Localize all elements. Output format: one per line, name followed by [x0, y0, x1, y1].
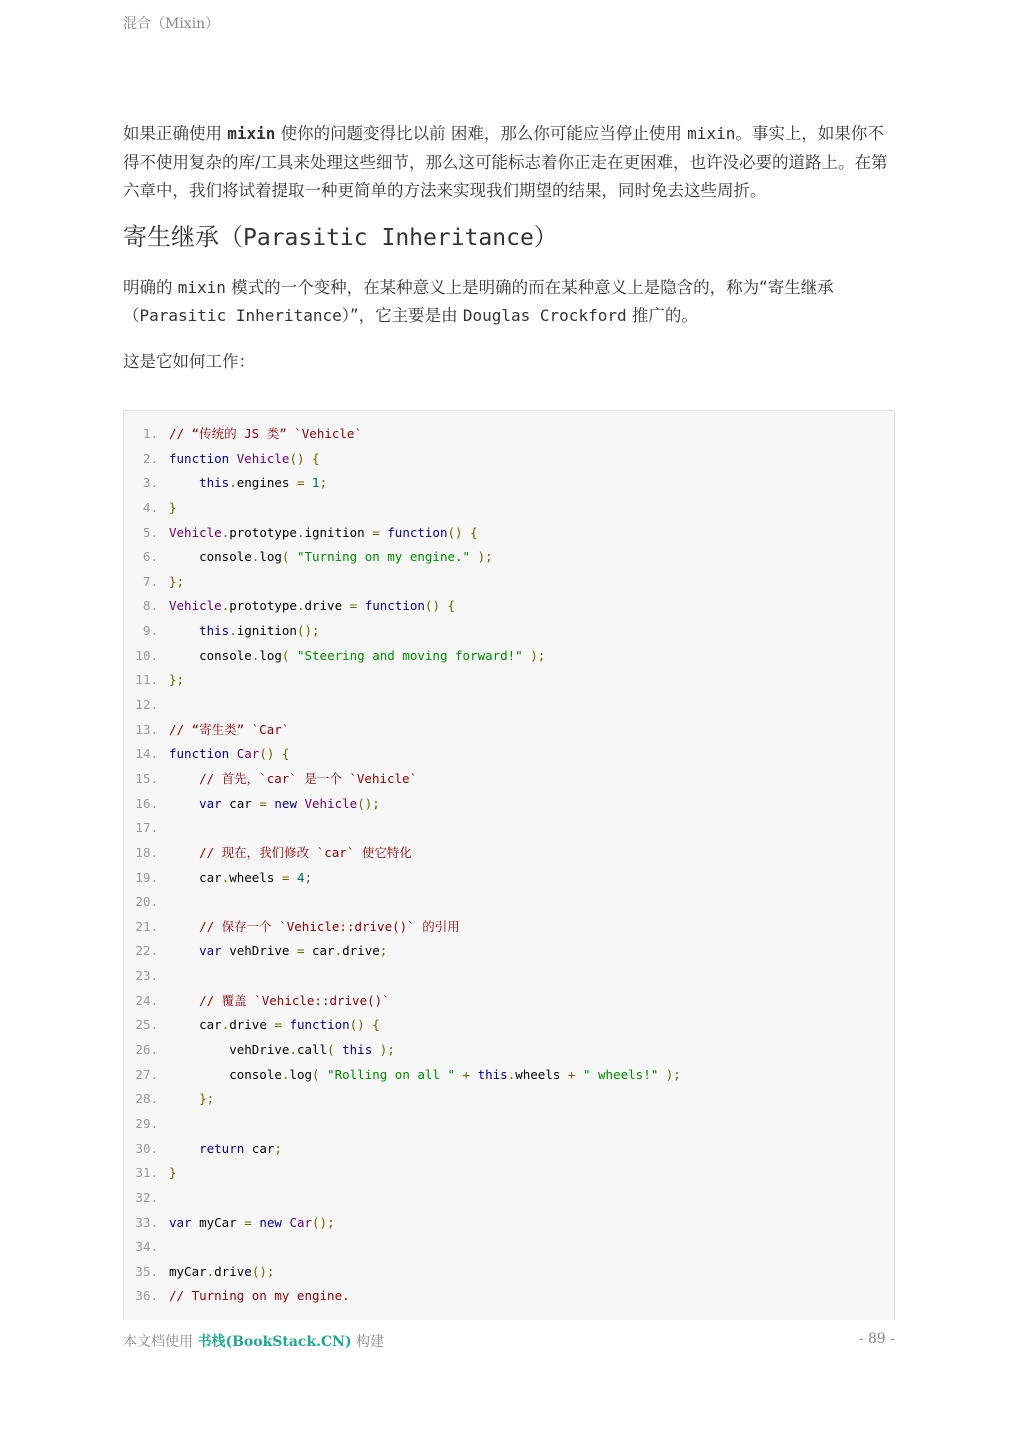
code-token: . [221, 1017, 230, 1033]
code-line [124, 471, 894, 496]
code-token: . [221, 524, 230, 540]
code-token [305, 451, 313, 466]
code-token: () [424, 598, 440, 614]
code-token [169, 1141, 199, 1156]
code-token [658, 1067, 666, 1082]
code-line [124, 1161, 894, 1186]
line-number: 11. [135, 672, 158, 688]
code-token: // “寄生类” `Car` [169, 721, 290, 737]
code-token: // 覆盖 `Vehicle::drive()` [199, 992, 390, 1008]
code-token: = [296, 475, 305, 491]
code-token: car [304, 943, 335, 959]
code-token: console [169, 549, 252, 565]
code-line [124, 570, 894, 595]
code-token: () [349, 1017, 365, 1033]
line-number: 10. [135, 647, 158, 663]
code-token: function [169, 746, 230, 762]
code-token: ( [312, 1066, 320, 1082]
code-line [124, 619, 894, 644]
code-line [124, 1112, 894, 1137]
code-token: function [364, 598, 425, 614]
code-token: this [199, 623, 230, 639]
code-token: (); [312, 1214, 335, 1230]
line-number: 24. [135, 992, 158, 1008]
code-token [169, 771, 199, 786]
code-token: ; [319, 475, 328, 491]
code-token: . [251, 549, 260, 565]
code-token: Vehicle [304, 795, 358, 811]
paragraph-intro: 如果正确使用 mixin 使你的问题变得比以前 困难，那么你可能应当停止使用 mixin。事实上，如果你不得不使用复杂的库/工具来处理这些细节，那么这可能标志着你正走在更困难，也许没必要的道路上。在第六章中，我们将试着提取一种更简单的方法来实现我们期望的结果，同时免去这些周折。 [123, 124, 888, 200]
line-number: 23. [135, 968, 158, 984]
code-token: ); [665, 1066, 681, 1082]
code-token: { [470, 524, 478, 540]
code-token: " wheels!" [582, 1066, 659, 1082]
line-number: 20. [135, 894, 158, 910]
code-token: new [274, 795, 297, 811]
code-token: prototype [229, 524, 297, 540]
footer-credit: 本文档使用 书栈(BookStack.CN) 构建 [123, 1334, 385, 1350]
code-token [229, 451, 237, 466]
code-token: }; [199, 1091, 215, 1107]
code-token: // 首先，`car` 是一个 `Vehicle` [199, 770, 418, 786]
code-token [372, 1042, 380, 1057]
code-token: (); [296, 623, 320, 639]
code-token: ( [327, 1042, 335, 1058]
line-number: 36. [135, 1288, 158, 1304]
code-token: Vehicle [236, 450, 290, 466]
code-token: Car [289, 1214, 313, 1230]
code-token [320, 1067, 328, 1082]
code-token: . [251, 647, 260, 663]
code-token [357, 598, 365, 613]
code-token [169, 796, 199, 811]
code-token: myCar [191, 1214, 245, 1230]
line-number: 19. [135, 869, 158, 885]
code-token: console [169, 647, 252, 663]
code-token: . [289, 1042, 297, 1058]
line-number: 13. [135, 721, 158, 737]
code-token: = [244, 1214, 252, 1230]
code-token: myCar [169, 1263, 207, 1279]
code-token: . [281, 1066, 290, 1082]
code-token: . [206, 1263, 215, 1279]
code-token: vehDrive [169, 1042, 290, 1058]
code-token: . [334, 943, 343, 959]
code-token: 1 [312, 475, 320, 491]
line-number: 32. [135, 1189, 158, 1205]
code-line [124, 1087, 894, 1112]
code-token [169, 623, 199, 638]
code-token: . [507, 1066, 516, 1082]
code-token: ignition [236, 623, 297, 639]
code-token: Car [236, 746, 260, 762]
code-token [169, 993, 199, 1008]
code-line [124, 816, 894, 841]
line-number: 4. [142, 499, 158, 515]
code-token: . [296, 598, 305, 614]
code-token: { [447, 598, 456, 614]
code-token: { [372, 1017, 380, 1033]
code-token: () [447, 524, 463, 540]
code-token: "Turning on my engine." [296, 549, 471, 565]
code-token: "Steering and moving forward!" [296, 647, 523, 663]
code-token: vehDrive [221, 943, 297, 959]
code-token: . [221, 869, 230, 885]
code-token: () [259, 746, 275, 762]
line-number: 3. [142, 475, 158, 491]
code-token: call [296, 1042, 328, 1058]
code-line [124, 1211, 894, 1236]
code-token: car [221, 795, 260, 811]
code-token [169, 475, 199, 490]
code-token: function [169, 450, 230, 466]
code-token: } [169, 1165, 177, 1181]
line-number: 30. [135, 1140, 158, 1156]
code-token: + [462, 1066, 471, 1082]
code-line [124, 718, 894, 743]
code-token: . [229, 475, 237, 491]
code-token [297, 796, 305, 811]
code-token [229, 746, 237, 761]
code-token: Vehicle [169, 598, 222, 614]
section-heading: 寄生继承（Parasitic Inheritance） [123, 222, 558, 251]
code-token: ); [530, 647, 546, 663]
code-token: // 现在，我们修改 `car` 使它特化 [199, 844, 412, 860]
code-token: // Turning on my engine. [169, 1288, 350, 1304]
code-token [575, 1067, 583, 1082]
code-line [124, 890, 894, 915]
code-token: = [372, 524, 380, 540]
code-token [455, 1067, 463, 1082]
line-number: 14. [135, 746, 158, 762]
code-line [124, 866, 894, 891]
code-line [124, 1013, 894, 1038]
code-token: }; [169, 573, 185, 589]
code-token: this [342, 1042, 373, 1058]
code-token: var [199, 795, 222, 811]
code-token: car [244, 1140, 275, 1156]
line-number: 1. [142, 426, 158, 441]
code-line [124, 1186, 894, 1211]
inline-code: mixin [177, 277, 226, 297]
code-token: function [387, 524, 448, 540]
line-number: 35. [135, 1263, 158, 1279]
code-token: new [259, 1214, 282, 1230]
code-token: drive [229, 1017, 275, 1033]
inline-code: mixin [687, 124, 736, 143]
code-line [124, 668, 894, 693]
line-number: 26. [135, 1042, 158, 1058]
code-token: ; [379, 943, 388, 959]
code-token: } [169, 499, 177, 515]
code-line [124, 644, 894, 669]
inline-code: mixin [227, 124, 276, 143]
line-number: 6. [142, 549, 158, 565]
code-token: Vehicle [169, 524, 222, 540]
code-token: ignition [304, 524, 373, 540]
code-line [124, 792, 894, 817]
inline-code: Douglas Crockford [462, 306, 627, 325]
code-token [169, 943, 199, 958]
code-line [124, 496, 894, 521]
line-number: 16. [135, 795, 158, 811]
code-token: = [296, 943, 305, 959]
code-token [169, 919, 199, 934]
code-token [169, 845, 199, 860]
code-line [124, 1063, 894, 1088]
code-line [124, 693, 894, 718]
line-number: 18. [135, 844, 158, 860]
code-line [124, 767, 894, 792]
code-token: car [169, 1017, 222, 1033]
line-number: 9. [142, 623, 158, 639]
code-token: log [259, 549, 282, 565]
code-lines [124, 411, 894, 1309]
paragraph-lead-in: 这是它如何工作： [123, 351, 255, 371]
code-token: = [259, 795, 267, 811]
code-token: . [221, 598, 230, 614]
line-number: 22. [135, 943, 158, 959]
code-token: ); [477, 549, 493, 565]
page-number: - 89 - [858, 1331, 895, 1347]
line-number: 27. [135, 1066, 158, 1082]
code-token: "Rolling on all " [327, 1066, 455, 1082]
inline-code: Parasitic Inheritance [139, 306, 342, 325]
code-token: }; [169, 672, 185, 688]
line-number: 12. [135, 697, 158, 713]
brand-link[interactable]: 书栈(BookStack.CN) [197, 1334, 352, 1350]
code-token: // “传统的 JS 类” `Vehicle` [169, 426, 362, 441]
code-token [463, 525, 471, 540]
code-line [124, 1038, 894, 1063]
code-token: . [296, 524, 305, 540]
code-block[interactable] [123, 410, 895, 1320]
code-token: wheels [515, 1066, 568, 1082]
code-token: () [289, 450, 305, 466]
code-token: 4 [296, 869, 305, 885]
code-token: function [289, 1017, 350, 1033]
code-token: (); [357, 795, 380, 811]
code-line [124, 594, 894, 619]
code-line [124, 742, 894, 767]
code-token [470, 549, 478, 564]
code-token: ; [274, 1140, 282, 1156]
line-number: 34. [135, 1239, 158, 1255]
code-token: drive [304, 598, 350, 614]
code-token: car [169, 869, 222, 885]
code-token [289, 549, 297, 564]
code-line [124, 447, 894, 472]
code-token [169, 1091, 199, 1106]
code-token [274, 746, 282, 761]
code-line [124, 1260, 894, 1285]
code-line [124, 1235, 894, 1260]
code-token: { [312, 450, 320, 466]
code-line [124, 841, 894, 866]
code-token: { [281, 746, 290, 762]
code-token: wheels [229, 869, 282, 885]
code-token: console [169, 1066, 282, 1082]
code-token: drive [214, 1263, 252, 1279]
code-token [470, 1067, 478, 1082]
code-token: . [229, 623, 237, 639]
line-number: 17. [135, 820, 158, 836]
paragraph-description: 明确的 mixin 模式的一个变种，在某种意义上是明确的而在某种意义上是隐含的，称为“寄生继承（Parasitic Inheritance）”，它主要是由 Douglas Crockford 推广的。 [123, 277, 834, 325]
running-header: 混合（Mixin） [123, 16, 220, 32]
line-number: 7. [142, 573, 158, 589]
code-token: ); [379, 1042, 395, 1058]
code-token: var [199, 943, 222, 959]
code-token: ( [281, 647, 290, 663]
line-number: 28. [135, 1091, 158, 1107]
code-token: engines [236, 475, 297, 491]
code-token: drive [342, 943, 380, 959]
code-line [124, 1137, 894, 1162]
line-number: 29. [135, 1115, 158, 1131]
line-number: 8. [142, 598, 158, 614]
code-line [124, 422, 894, 447]
code-token: log [289, 1066, 312, 1082]
code-token: = [281, 869, 290, 885]
code-token: this [477, 1066, 508, 1082]
code-line [124, 521, 894, 546]
code-line [124, 989, 894, 1014]
code-token: ( [281, 549, 290, 565]
line-number: 21. [135, 918, 158, 934]
code-token: = [274, 1017, 282, 1033]
code-token [289, 648, 297, 663]
line-number: 5. [142, 524, 158, 540]
code-token [289, 870, 297, 885]
code-line [124, 964, 894, 989]
line-number: 2. [142, 450, 158, 466]
code-token: this [199, 475, 230, 491]
code-token: return [199, 1140, 245, 1156]
code-line [124, 545, 894, 570]
line-number: 25. [135, 1017, 158, 1033]
code-line [124, 1284, 894, 1309]
line-number: 31. [135, 1165, 158, 1181]
line-number: 15. [135, 770, 158, 786]
code-token: var [169, 1214, 192, 1230]
code-token [335, 1042, 343, 1057]
page-content [123, 120, 895, 376]
code-token: (); [251, 1263, 275, 1279]
code-token [440, 598, 448, 613]
code-token: prototype [229, 598, 297, 614]
code-line [124, 915, 894, 940]
code-token: + [567, 1066, 576, 1082]
code-token: log [259, 647, 282, 663]
line-number: 33. [135, 1214, 158, 1230]
code-token: // 保存一个 `Vehicle::drive()` 的引用 [199, 918, 460, 934]
code-token: ; [304, 869, 313, 885]
code-token [305, 475, 313, 490]
code-token: = [349, 598, 358, 614]
code-line [124, 939, 894, 964]
